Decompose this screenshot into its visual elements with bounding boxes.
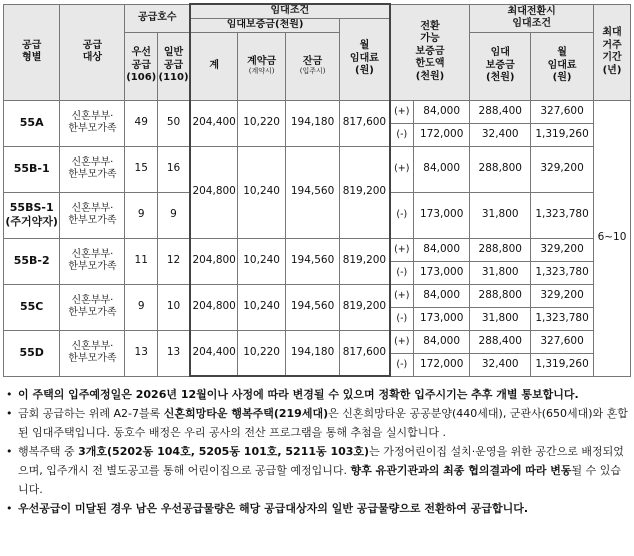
note-item — [6, 404, 628, 442]
note-text: 은 신혼희망타운 공공분양(440세대), 군관사(650세대)와 혼합된 임대주택입니다. 동호수 배정은 우리 공사의 전산 프로그램을 통해 추첨을 실시합니다 . — [18, 407, 628, 439]
note-text: 는 가정어린이집 설치·운영을 위한 공간으로 배정되었으며, 입주개시 전 별도공고를 통해 어린이집으로 공급할 예정입니다. — [18, 445, 624, 477]
header-type: 공급 형별 — [4, 4, 60, 100]
header-max-period: 최대 거주 기간 (년) — [594, 4, 631, 100]
table-row — [4, 284, 631, 307]
bullet-icon: • — [6, 445, 13, 458]
row-minus-deposit: 31,800 — [470, 307, 531, 330]
header-monthly: 월 임대료 (원) — [340, 18, 390, 100]
header-balance: 잔금 (입주시) — [285, 32, 339, 100]
row-plus-deposit: 288,800 — [470, 284, 531, 307]
note-emphasis: 우선공급이 미달된 경우 남은 우선공급물량은 해당 공급대상자의 일반 공급물량으로 전환하여 공급합니다. — [18, 502, 529, 515]
header-units: 공급호수 — [125, 4, 190, 32]
row-monthly: 819,200 — [340, 238, 390, 284]
row-monthly: 817,600 — [340, 330, 390, 376]
row-plus-sign: (+) — [390, 100, 414, 123]
max-period-value: 6~10 — [594, 100, 631, 376]
row-plus-monthly: 329,200 — [531, 238, 594, 261]
row-monthly: 819,200 — [340, 146, 390, 238]
header-general: 일반 공급 (110) — [158, 32, 191, 100]
notes-list — [6, 385, 628, 518]
row-priority: 15 — [125, 146, 158, 192]
row-priority: 49 — [125, 100, 158, 146]
header-max-deposit: 임대 보증금 (천원) — [470, 32, 531, 100]
row-plus-amount: 84,000 — [413, 146, 469, 192]
row-balance: 194,180 — [285, 100, 339, 146]
row-minus-monthly: 1,323,780 — [531, 192, 594, 238]
row-contract: 10,220 — [238, 100, 286, 146]
bullet-icon: • — [6, 407, 13, 420]
row-target: 신혼부부· 한부모가족 — [60, 146, 125, 192]
row-minus-monthly: 1,319,260 — [531, 123, 594, 146]
row-minus-amount: 173,000 — [413, 192, 469, 238]
row-target: 신혼부부· 한부모가족 — [60, 238, 125, 284]
note-text: 행복주택 중 — [18, 445, 79, 458]
header-target: 공급 대상 — [60, 4, 125, 100]
row-contract: 10,240 — [238, 238, 286, 284]
row-monthly: 819,200 — [340, 284, 390, 330]
row-target: 신혼부부· 한부모가족 — [60, 284, 125, 330]
note-emphasis: 신혼희망타운 행복주택(219세대) — [163, 407, 329, 420]
row-balance: 194,560 — [285, 284, 339, 330]
row-plus-deposit: 288,800 — [470, 146, 531, 192]
row-minus-amount: 172,000 — [413, 353, 469, 376]
note-emphasis: 향후 유관기관과의 최종 협의결과에 따라 변동 — [350, 464, 572, 477]
note-item — [6, 385, 628, 404]
row-plus-monthly: 329,200 — [531, 284, 594, 307]
row-plus-amount: 84,000 — [413, 284, 469, 307]
row-priority: 13 — [125, 330, 158, 376]
row-priority: 9 — [125, 284, 158, 330]
row-type: 55B-2 — [4, 238, 60, 284]
row-general: 10 — [158, 284, 191, 330]
row-total: 204,800 — [190, 238, 238, 284]
row-contract: 10,240 — [238, 284, 286, 330]
row-balance: 194,180 — [285, 330, 339, 376]
note-text: 될 수 있습니다. — [18, 464, 622, 496]
table-row — [4, 330, 631, 353]
row-type: 55C — [4, 284, 60, 330]
row-minus-sign: (-) — [390, 192, 414, 238]
table-row — [4, 238, 631, 261]
header-contract: 계약금 (계약시) — [238, 32, 286, 100]
row-minus-sign: (-) — [390, 123, 414, 146]
row-total: 204,400 — [190, 330, 238, 376]
row-minus-deposit: 31,800 — [470, 261, 531, 284]
row-plus-monthly: 327,600 — [531, 330, 594, 353]
row-minus-amount: 173,000 — [413, 307, 469, 330]
row-general: 9 — [158, 192, 191, 238]
row-plus-amount: 84,000 — [413, 238, 469, 261]
row-balance: 194,560 — [285, 146, 339, 238]
rental-conditions-table — [3, 3, 631, 377]
row-general: 50 — [158, 100, 191, 146]
row-target: 신혼부부· 한부모가족 — [60, 330, 125, 376]
header-total: 계 — [190, 32, 238, 100]
row-minus-monthly: 1,323,780 — [531, 307, 594, 330]
row-general: 13 — [158, 330, 191, 376]
row-minus-monthly: 1,319,260 — [531, 353, 594, 376]
note-emphasis: 3개호(5202동 104호, 5205동 101호, 5211동 103호) — [78, 445, 370, 458]
header-deposit: 임대보증금(천원) — [190, 18, 340, 32]
row-type: 55B-1 — [4, 146, 60, 192]
row-type: 55BS-1 (주거약자) — [4, 192, 60, 238]
row-contract: 10,240 — [238, 146, 286, 238]
bullet-icon: • — [6, 388, 13, 401]
table-row — [4, 146, 631, 169]
row-contract: 10,220 — [238, 330, 286, 376]
row-total: 204,800 — [190, 284, 238, 330]
header-conversion: 전환 가능 보증금 한도액 (천원) — [390, 4, 470, 100]
header-priority: 우선 공급 (106) — [125, 32, 158, 100]
note-text: 금회 공급하는 위례 A2-7블록 — [18, 407, 164, 420]
row-priority: 11 — [125, 238, 158, 284]
row-minus-sign: (-) — [390, 353, 414, 376]
row-plus-deposit: 288,800 — [470, 238, 531, 261]
row-minus-deposit: 32,400 — [470, 123, 531, 146]
header-lease: 임대조건 — [190, 4, 390, 18]
header-max-monthly: 월 임대료 (원) — [531, 32, 594, 100]
row-minus-sign: (-) — [390, 261, 414, 284]
row-plus-sign: (+) — [390, 238, 414, 261]
row-plus-monthly: 327,600 — [531, 100, 594, 123]
row-general: 16 — [158, 146, 191, 192]
row-balance: 194,560 — [285, 238, 339, 284]
row-total: 204,400 — [190, 100, 238, 146]
row-plus-amount: 84,000 — [413, 330, 469, 353]
header-max-conv: 최대전환시 임대조건 — [470, 4, 594, 32]
note-item — [6, 499, 628, 518]
row-plus-amount: 84,000 — [413, 100, 469, 123]
row-minus-sign: (-) — [390, 307, 414, 330]
table-row — [4, 100, 631, 123]
row-minus-monthly: 1,323,780 — [531, 261, 594, 284]
table-body — [4, 100, 631, 376]
row-target: 신혼부부· 한부모가족 — [60, 192, 125, 238]
row-plus-sign: (+) — [390, 330, 414, 353]
row-minus-amount: 172,000 — [413, 123, 469, 146]
row-minus-deposit: 31,800 — [470, 192, 531, 238]
row-plus-sign: (+) — [390, 146, 414, 192]
row-minus-amount: 173,000 — [413, 261, 469, 284]
row-total: 204,800 — [190, 146, 238, 238]
row-plus-deposit: 288,400 — [470, 100, 531, 123]
row-type: 55A — [4, 100, 60, 146]
row-priority: 9 — [125, 192, 158, 238]
row-plus-deposit: 288,400 — [470, 330, 531, 353]
note-item — [6, 442, 628, 499]
row-plus-sign: (+) — [390, 284, 414, 307]
row-monthly: 817,600 — [340, 100, 390, 146]
row-target: 신혼부부· 한부모가족 — [60, 100, 125, 146]
note-emphasis: 이 주택의 입주예정일은 2026년 12월이나 사정에 따라 변경될 수 있으며 정확한 입주시기는 추후 개별 통보합니다. — [18, 388, 579, 401]
row-minus-deposit: 32,400 — [470, 353, 531, 376]
row-type: 55D — [4, 330, 60, 376]
row-general: 12 — [158, 238, 191, 284]
row-plus-monthly: 329,200 — [531, 146, 594, 192]
bullet-icon: • — [6, 502, 13, 515]
